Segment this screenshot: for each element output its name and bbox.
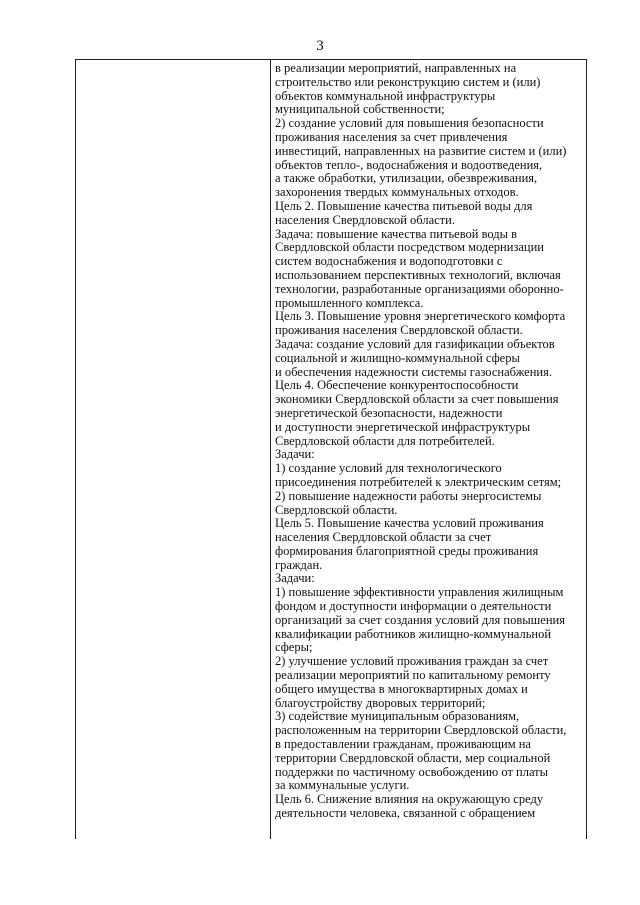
- text-line: систем водоснабжения и водоподготовки с: [275, 254, 503, 269]
- text-line: сферы;: [275, 640, 313, 655]
- text-line: энергетической безопасности, надежности: [275, 405, 503, 420]
- text-line: Задача: повышение качества питьевой воды в: [275, 226, 518, 241]
- text-line: Цель 6. Снижение влияния на окружающую среду: [275, 792, 544, 807]
- text-line: населения Свердловской области за счет: [275, 530, 492, 545]
- page-number: 3: [316, 38, 324, 54]
- text-line: Цель 5. Повышение качества условий проживания: [275, 516, 544, 531]
- text-line: и доступности энергетической инфраструктуры: [275, 419, 531, 434]
- text-line: 2) повышение надежности работы энергосистемы: [275, 488, 542, 503]
- text-line: Задачи:: [275, 447, 315, 462]
- text-line: Задача: создание условий для газификации объектов: [275, 336, 555, 351]
- text-line: объектов коммунальной инфраструктуры: [275, 88, 496, 103]
- text-line: захоронения твердых коммунальных отходов.: [275, 185, 519, 200]
- content-table: [75, 59, 587, 839]
- text-line: квалификации работников жилищно-коммунальной: [275, 626, 552, 641]
- text-line: в предоставлении гражданам, проживающим на: [275, 737, 531, 752]
- text-line: реализации мероприятий по капитальному ремонту: [275, 668, 551, 683]
- text-line: Цель 4. Обеспечение конкурентоспособности: [275, 378, 519, 393]
- text-line: промышленного комплекса.: [275, 295, 424, 310]
- text-line: социальной и жилищно-коммунальной сферы: [275, 350, 520, 365]
- text-line: Задачи:: [275, 571, 315, 586]
- text-line: 1) создание условий для технологического: [275, 461, 502, 476]
- text-line: расположенным на территории Свердловской области,: [275, 723, 567, 738]
- text-line: формирования благоприятной среды проживания: [275, 543, 539, 558]
- text-line: поддержки по частичному освобождению от платы: [275, 764, 549, 779]
- text-line: проживания населения Свердловской области.: [275, 323, 523, 338]
- text-line: за коммунальные услуги.: [275, 778, 410, 793]
- text-line: Свердловской области.: [275, 502, 398, 517]
- text-line: строительство или реконструкцию систем и (или): [275, 74, 541, 89]
- text-line: Свердловской области посредством модернизации: [275, 240, 544, 255]
- text-line: 1) повышение эффективности управления жилищным: [275, 585, 564, 600]
- text-line: Свердловской области для потребителей.: [275, 433, 495, 448]
- text-line: экономики Свердловской области за счет повышения: [275, 392, 559, 407]
- text-line: технологии, разработанные организациями оборонно-: [275, 281, 564, 296]
- text-line: благоустройству дворовых территорий;: [275, 695, 486, 710]
- text-line: 2) улучшение условий проживания граждан за счет: [275, 654, 549, 669]
- text-line: общего имущества в многоквартирных домах и: [275, 681, 528, 696]
- text-line: 2) создание условий для повышения безопасности: [275, 116, 544, 131]
- text-line: фондом и доступности информации о деятельности: [275, 599, 552, 614]
- text-line: организаций за счет создания условий для повышения: [275, 612, 565, 627]
- text-line: территории Свердловской области, мер социальной: [275, 750, 551, 765]
- text-line: а также обработки, утилизации, обезвреживания,: [275, 171, 538, 186]
- text-line: присоединения потребителей к электрическим сетям;: [275, 474, 562, 489]
- text-line: проживания населения за счет привлечения: [275, 129, 508, 144]
- text-line: в реализации мероприятий, направленных на: [275, 61, 517, 75]
- text-line: 3) содействие муниципальным образованиям,: [275, 709, 520, 724]
- text-line: и обеспечения надежности системы газоснабжения.: [275, 364, 552, 379]
- text-line: населения Свердловской области.: [275, 212, 455, 227]
- text-line: использованием перспективных технологий, включая: [275, 267, 561, 282]
- text-line: Цель 3. Повышение уровня энергетического комфорта: [275, 309, 566, 324]
- text-line: объектов тепло-, водоснабжения и водоотведения,: [275, 157, 543, 172]
- text-line: инвестиций, направленных на развитие систем и (или): [275, 143, 567, 158]
- text-line: деятельности человека, связанной с обращением: [275, 806, 536, 821]
- text-line: Цель 2. Повышение качества питьевой воды для: [275, 198, 533, 213]
- table-right-cell: [271, 60, 586, 839]
- table-left-cell: [76, 60, 271, 839]
- text-line: муниципальной собственности;: [275, 102, 445, 117]
- text-line: граждан.: [275, 557, 323, 572]
